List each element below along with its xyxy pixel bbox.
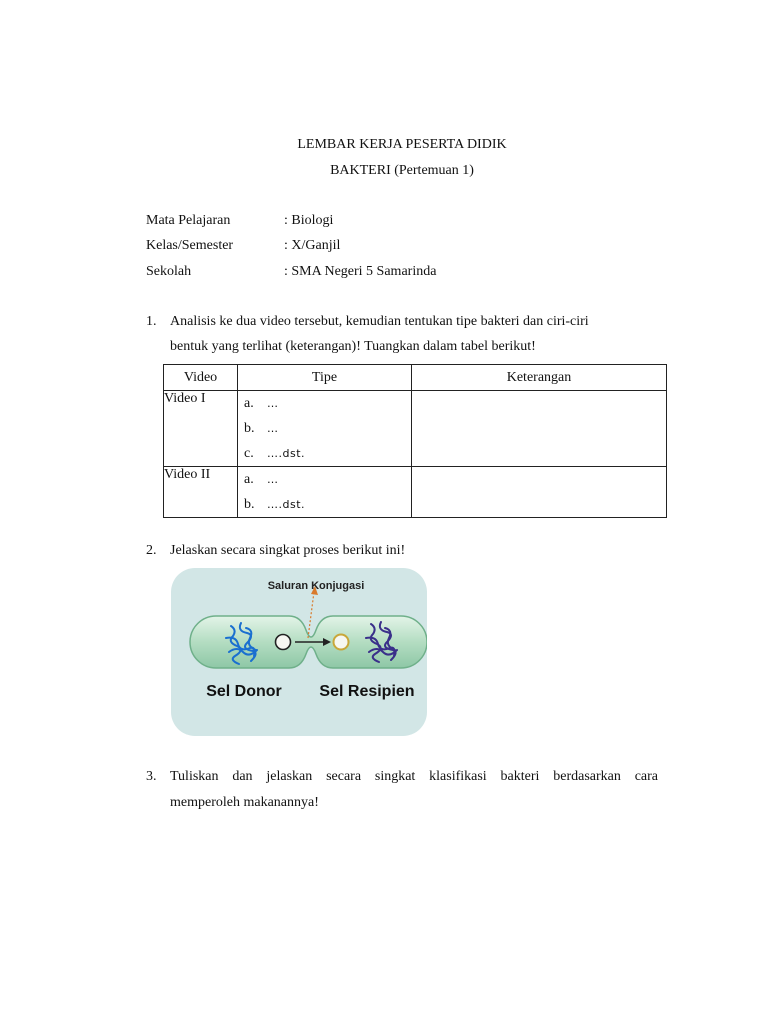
page-title: LEMBAR KERJA PESERTA DIDIK [297,137,507,152]
item-value: … [267,473,279,486]
table-header-video: Video [164,365,238,391]
donor-plasmid [276,635,291,650]
table-cell-keterangan [412,467,667,518]
question-2-number: 2. [146,543,157,558]
table-cell-video: Video II [164,467,238,518]
answer-table [163,364,667,518]
list-item [238,416,411,441]
conjugation-diagram [171,568,427,736]
item-letter: b. [244,420,255,436]
info-label-school: Sekolah [146,264,192,279]
table-cell-tipe [238,391,412,467]
donor-label: Sel Donor [206,683,282,700]
list-item [238,441,411,466]
table-header-keterangan: Keterangan [412,365,667,391]
item-value: ….dst. [267,498,306,511]
info-value-subject: : Biologi [284,213,334,228]
info-value-class: : X/Ganjil [284,238,341,253]
table-cell-video: Video I [164,391,238,467]
list-item [238,391,411,416]
recipient-plasmid [334,635,349,650]
item-letter: a. [244,395,254,411]
recipient-label: Sel Resipien [319,683,415,700]
item-letter: a. [244,471,254,487]
question-3-number: 3. [146,769,157,784]
table-header-tipe: Tipe [238,365,412,391]
list-item [238,467,411,492]
channel-label: Saluran Konjugasi [267,580,365,592]
item-letter: c. [244,445,254,461]
question-3-line-1: Tuliskan dan jelaskan secara singkat klasifikasi bakteri berdasarkan cara [170,769,658,784]
item-value: … [267,397,279,410]
table-cell-tipe [238,467,412,518]
info-value-school: : SMA Negeri 5 Samarinda [284,264,437,279]
info-label-class: Kelas/Semester [146,238,234,253]
list-item [238,492,411,517]
table-row [164,391,667,467]
table-row [164,467,667,518]
question-1-line-1: Analisis ke dua video tersebut, kemudian tentukan tipe bakteri dan ciri-ciri [170,314,589,329]
item-value: … [267,422,279,435]
question-1-number: 1. [146,314,157,329]
question-1-line-2: bentuk yang terlihat (keterangan)! Tuangkan dalam tabel berikut! [170,339,536,354]
info-label-subject: Mata Pelajaran [146,213,231,228]
table-cell-keterangan [412,391,667,467]
question-2-line-1: Jelaskan secara singkat proses berikut ini! [170,543,406,558]
item-value: ….dst. [267,447,306,460]
table-header-row [164,365,667,391]
question-3-line-2: memperoleh makanannya! [170,795,319,810]
page-subtitle: BAKTERI (Pertemuan 1) [330,163,474,178]
item-letter: b. [244,496,255,512]
